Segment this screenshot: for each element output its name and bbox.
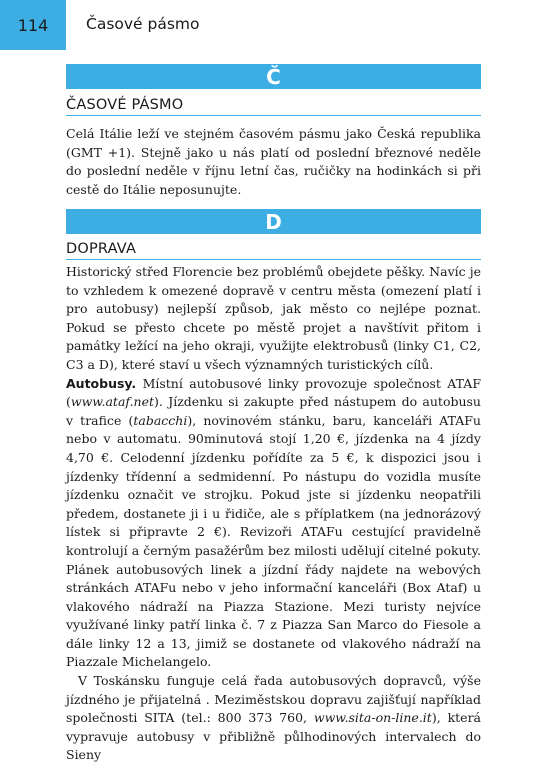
lead-autobusy: Autobusy. xyxy=(66,375,137,391)
running-title: Časové pásmo xyxy=(86,15,200,33)
paragraph-intro: Historický střed Florencie bez problémů obejdete pěšky. Navíc je to vzhledem k omezené dopravě v centru města (omezení platí i pro autobusy) nejlepší způsob, jak město co nejlépe poznat. Pokud se přesto chcete po městě projet a navštívit přitom i památky ležící na jeho okraji, využijte elektrobusů (linky C1, C2, C3 a D), které staví u všech významných turistických cílů. xyxy=(66,264,481,372)
section-title-casove-pasmo: ČASOVÉ PÁSMO xyxy=(66,97,481,116)
page-header xyxy=(0,0,545,50)
tabacchi-term: tabacchi xyxy=(133,412,188,428)
section-letter-d: D xyxy=(66,209,481,234)
section-title-doprava: DOPRAVA xyxy=(66,241,481,260)
sita-url: www.sita-on-line.it xyxy=(313,710,432,726)
section-body-doprava xyxy=(66,263,481,765)
ataf-url: www.ataf.net xyxy=(70,394,155,410)
paragraph-autobusy: Autobusy. Místní autobusové linky provozuje společnost ATAF (www.ataf.net). Jízdenku si zakupte před nástupem do autobusu v trafice (tabacchi), novinovém stánku, baru, kanceláři ATAFu nebo v automatu. 90minutová stojí 1,20 €, jízdenka na 4 jízdy 4,70 €. Celodenní jízdenku pořídíte za 5 €, k dispozici jsou i jízdenky třídenní a sedmidenní. Po nástupu do vozidla musíte jízdenku označit ve strojku. Pokud jste si jízdenku neopatřili předem, dostanete ji i u řidiče, ale s příplatkem (na jednorázový lístek si připravte 2 €). Revizoři ATAFu cestující pravidelně kontrolují a černým pasažérům bez milosti udělují citelné pokuty. Plánek autobusových linek a jízdní řády najdete na webových stránkách ATAFu nebo v jeho informační kanceláři (Box Ataf) u vlakového nádraží na Piazza Stazione. Mezi turisty nejvíce využívané linky patří linka č. 7 z Piazza San Marco do Fiesole a dále linky 12 a 13, jimiž se dostanete od vlakového nádraží na Piazzale Michelangelo. xyxy=(66,375,481,670)
page-number: 114 xyxy=(0,0,66,50)
paragraph-toskansko: V Toskánsku funguje celá řada autobusových dopravců, výše jízdného je přijatelná . Meziměstskou dopravu zajišťují například společnosti SITA (tel.: 800 373 760, www.sita-on-line.it), která vypravuje autobusy v přibližně půlhodinových intervalech do Sieny xyxy=(66,673,482,763)
paragraph: Celá Itálie leží ve stejném časovém pásmu jako Česká republika (GMT +1). Stejně jako u nás platí od poslední březnové neděle do poslední neděle v říjnu letní čas, ručičky na hodinkách si při cestě do Itálie neposunujte. xyxy=(66,126,481,197)
section-letter-c: Č xyxy=(66,64,481,89)
section-body-casove-pasmo xyxy=(66,125,481,199)
